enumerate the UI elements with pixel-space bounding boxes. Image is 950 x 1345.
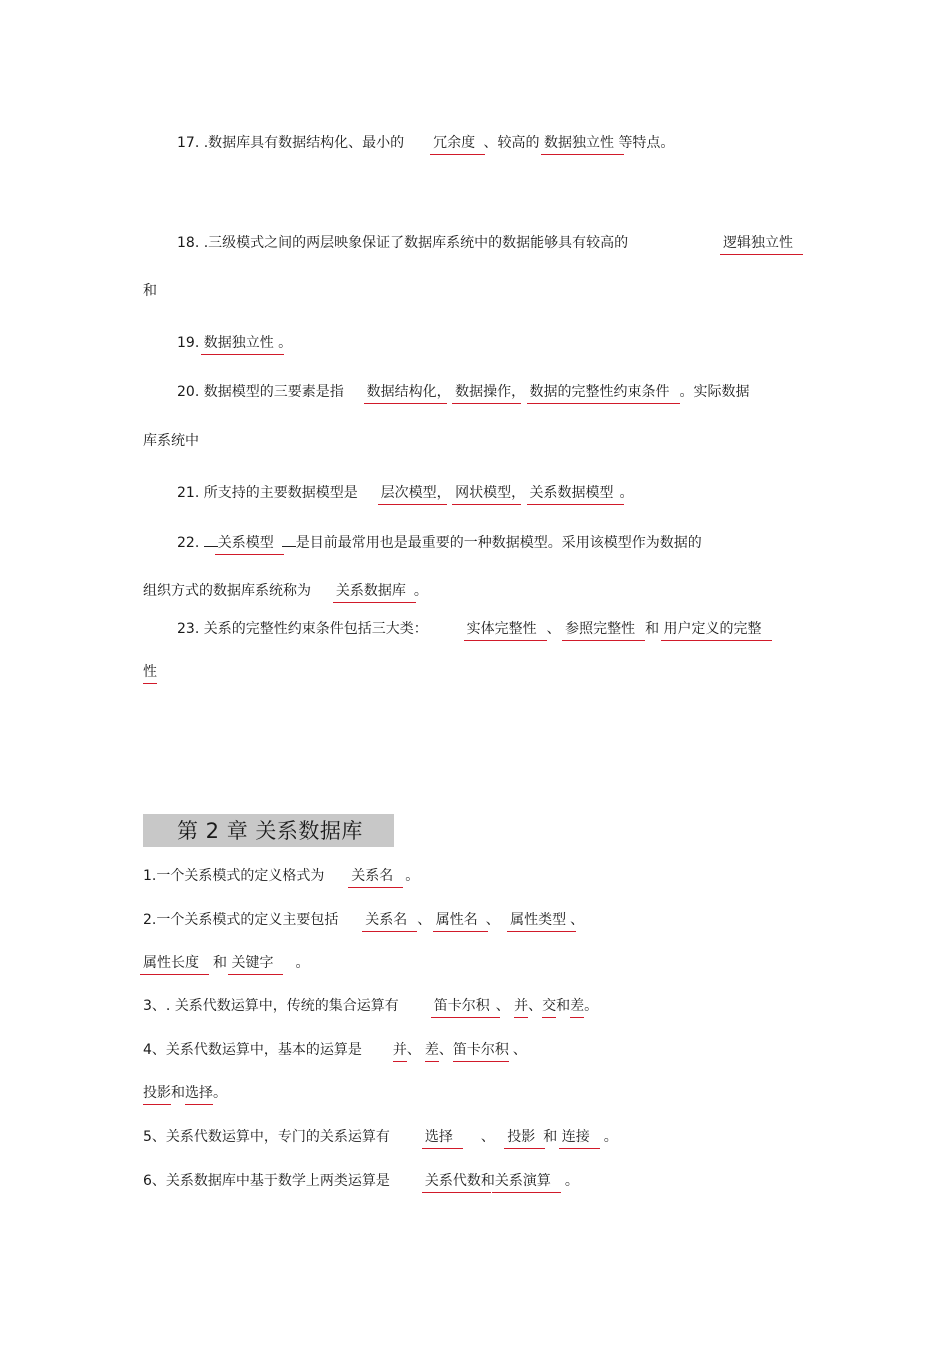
separator: 、	[512, 1042, 527, 1058]
question-22	[177, 534, 702, 552]
blank-underline	[204, 534, 218, 547]
chapter-question-4	[143, 1041, 527, 1059]
question-number: 1.	[143, 868, 157, 884]
answer-blank: 逻辑独立性	[723, 235, 793, 251]
answer-blank: 数据独立性	[543, 135, 614, 151]
question-20-tail	[143, 432, 199, 450]
question-17	[177, 134, 674, 152]
question-number: 18.	[177, 235, 200, 251]
answer-blank: 层次模型	[380, 485, 437, 501]
answer-blank: 性	[143, 664, 157, 680]
question-number: 6、	[143, 1173, 166, 1189]
separator: 、	[406, 1042, 421, 1058]
blank-underline	[282, 534, 296, 547]
question-18-answer	[723, 234, 793, 252]
question-text: 。	[413, 583, 428, 599]
answer-blank: 关系演算	[494, 1173, 551, 1189]
question-18	[177, 234, 628, 252]
question-number: 23.	[177, 621, 200, 637]
chapter-question-5	[143, 1128, 618, 1146]
answer-blank: 数据的完整性约束条件	[529, 384, 670, 400]
chapter-title: 第 2 章 关系数据库	[177, 819, 363, 843]
question-text: 数据模型的三要素是指	[203, 384, 344, 400]
question-text: 和	[480, 1173, 495, 1189]
chapter-question-2-tail	[143, 954, 309, 972]
answer-blank: 笛卡尔积	[452, 1042, 509, 1058]
answer-blank: 冗余度	[433, 135, 476, 151]
answer-blank: 数据操作	[455, 384, 512, 400]
question-text: 。	[295, 955, 310, 971]
answer-blank: 投影	[507, 1129, 536, 1145]
question-23-tail	[143, 663, 157, 681]
answer-blank: 数据结构化	[366, 384, 437, 400]
question-text: 。实际数据	[679, 384, 750, 400]
answer-blank: 属性名	[435, 912, 478, 928]
question-19	[177, 334, 292, 352]
question-text: 。	[213, 1085, 227, 1101]
chapter-question-2	[143, 911, 584, 929]
question-text: 。	[405, 868, 420, 884]
question-22-tail	[143, 582, 428, 600]
answer-blank: 属性长度	[143, 955, 199, 971]
separator: 、	[528, 998, 543, 1014]
question-text: 和	[645, 621, 660, 637]
question-text: 是目前最常用也是最重要的一种数据模型。采用该模型作为数据的	[295, 535, 702, 551]
question-number: 22.	[177, 535, 200, 551]
chapter-question-6	[143, 1172, 579, 1190]
question-text: 关系代数运算中，基本的运算是	[165, 1042, 362, 1058]
answer-blank: 投影	[143, 1085, 171, 1101]
question-text: 关系的完整性约束条件包括三大类：	[203, 621, 428, 637]
separator: 、	[485, 912, 500, 928]
separator: ，	[511, 384, 526, 400]
question-text: 和	[171, 1085, 185, 1101]
question-21	[177, 484, 634, 502]
chapter-heading	[143, 814, 394, 847]
answer-blank: 并	[392, 1042, 407, 1058]
answer-blank: 关系数据模型	[529, 485, 614, 501]
answer-blank: 笛卡尔积	[433, 998, 490, 1014]
question-number: 2.	[143, 912, 157, 928]
question-18-tail	[143, 282, 157, 300]
separator: ，	[436, 384, 451, 400]
answer-blank: 连接	[561, 1129, 590, 1145]
answer-blank: 属性类型	[510, 912, 567, 928]
answer-blank: 数据独立性	[203, 335, 274, 351]
question-text: 、较高的	[483, 135, 540, 151]
question-text: 。	[584, 998, 599, 1014]
question-text: .数据库具有数据结构化、最小的	[203, 135, 405, 151]
chapter-question-1	[143, 867, 419, 885]
question-text: 所支持的主要数据模型是	[203, 485, 358, 501]
chapter-question-4-tail	[143, 1084, 227, 1102]
answer-blank: 用户定义的完整	[663, 621, 762, 637]
answer-blank: 关系名	[351, 868, 394, 884]
question-number: 20.	[177, 384, 200, 400]
question-text: .三级模式之间的两层映象保证了数据库系统中的数据能够具有较高的	[203, 235, 629, 251]
answer-blank: 关系模型	[217, 535, 274, 551]
question-text: 一个关系模式的定义主要包括	[156, 912, 339, 928]
answer-blank: 关键字	[231, 955, 274, 971]
answer-blank: 差	[424, 1042, 439, 1058]
separator: 、	[570, 912, 585, 928]
separator: 、	[480, 1129, 495, 1145]
answer-blank: 关系名	[365, 912, 408, 928]
answer-blank: 并	[514, 998, 529, 1014]
separator: ，	[436, 485, 451, 501]
question-text: 和	[143, 283, 157, 299]
answer-blank: 实体完整性	[466, 621, 537, 637]
question-text: 组织方式的数据库系统称为	[143, 583, 311, 599]
question-text: 关系代数运算中，专门的关系运算有	[165, 1129, 390, 1145]
answer-blank: 参照完整性	[565, 621, 636, 637]
answer-blank: 选择	[185, 1085, 213, 1101]
question-number: 19.	[177, 335, 200, 351]
question-text: 和	[213, 955, 227, 971]
answer-blank: 交	[542, 998, 557, 1014]
question-text: 等特点。	[618, 135, 675, 151]
separator: ，	[511, 485, 526, 501]
separator: 、	[546, 621, 561, 637]
separator: 、	[438, 1042, 453, 1058]
question-number: 3、.	[143, 998, 171, 1014]
question-number: 17.	[177, 135, 200, 151]
question-text: 。	[278, 335, 293, 351]
answer-blank: 关系数据库	[335, 583, 406, 599]
question-number: 4、	[143, 1042, 166, 1058]
question-number: 21.	[177, 485, 200, 501]
question-23	[177, 620, 762, 638]
chapter-question-3	[143, 997, 598, 1015]
question-text: 。	[564, 1173, 579, 1189]
separator: 、	[417, 912, 432, 928]
answer-blank: 选择	[424, 1129, 453, 1145]
question-text: 。	[603, 1129, 618, 1145]
question-text: 。	[619, 485, 634, 501]
answer-blank: 网状模型	[455, 485, 512, 501]
answer-blank: 关系代数	[424, 1173, 481, 1189]
question-text: 和	[543, 1129, 558, 1145]
question-number: 5、	[143, 1129, 166, 1145]
question-20	[177, 383, 750, 401]
question-text: 一个关系模式的定义格式为	[156, 868, 325, 884]
question-text: 关系数据库中基于数学上两类运算是	[165, 1173, 390, 1189]
question-text: 库系统中	[143, 433, 199, 449]
separator: 、	[495, 998, 510, 1014]
question-text: 和	[556, 998, 571, 1014]
answer-blank: 差	[570, 998, 585, 1014]
question-text: 关系代数运算中，传统的集合运算有	[174, 998, 399, 1014]
